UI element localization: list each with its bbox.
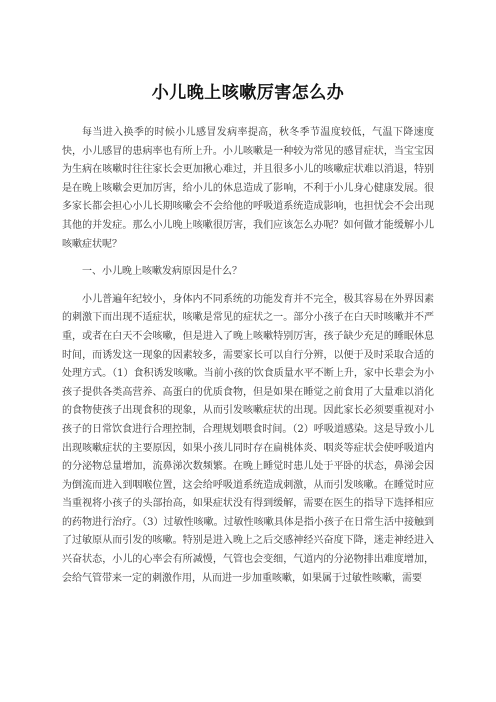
section-heading: 一、小儿晚上咳嗽发病原因是什么？ (82, 266, 242, 278)
page-title: 小儿晚上咳嗽厉害怎么办 (151, 83, 345, 103)
document-body (62, 124, 434, 588)
intro-paragraph: 每当进入换季的时候小儿感冒发病率提高，秋冬季节温度较低，气温下降速度快，小儿感冒的患病率也有所上升。小儿咳嗽是一种较为常见的感冒症状，当宝宝因为生病在咳嗽时往往家长会更加揪心难过，并且很多小儿的咳嗽症状难以消退，特别是在晚上咳嗽会更加厉害，给小儿的休息造成了影响，不利于小儿身心健康发展。很多家长都会担心小儿长期咳嗽会不会给他的呼吸道系统造成影响，也担忧会不会出现其他的并发症。那么小儿晚上咳嗽很厉害，我们应该怎么办呢？如何做才能缓解小儿咳嗽症状呢？ (62, 127, 434, 250)
section-paragraph: 小儿普遍年纪较小，身体内不同系统的功能发育并不完全，极其容易在外界因素的刺激下而出现不适症状，咳嗽是常见的症状之一。部分小孩子在白天时咳嗽并不严重，或者在白天不会咳嗽，但是进入了晚上咳嗽特别厉害，孩子缺少充足的睡眠休息时间，而诱发这一现象的因素较多，需要家长可以自行分辨，以便于及时采取合适的处理方式。（1）食积诱发咳嗽。当前小孩的饮食质量水平不断上升，家中长辈会为小孩子提供各类高营养、高蛋白的优质食物，但是如果在睡觉之前食用了大量难以消化的食物使孩子出现食积的现象，从而引发咳嗽症状的出现。因此家长必须要重视对小孩子的日常饮食进行合理控制，合理规划喂食时间。（2）呼吸道感染。这是导致小儿出现咳嗽症状的主要原因，如果小孩儿同时存在扁桃体炎、咽炎等症状会使呼吸道内的分泌物总量增加，流鼻涕次数频繁。在晚上睡觉时患儿处于平卧的状态，鼻涕会因为倒流而进入到咽喉位置，这会给呼吸道系统造成刺激，从而引发咳嗽。在睡觉时应当重视将小孩子的头部抬高，如果症状没有得到缓解，需要在医生的指导下选择相应的药物进行治疗。（3）过敏性咳嗽。过敏性咳嗽具体是指小孩子在日常生活中接触到了过敏原从而引发的咳嗽。特别是进入晚上之后交感神经兴奋度下降，迷走神经进入兴奋状态，小儿的心率会有所减慢，气管也会变细，气道内的分泌物排出难度增加，会给气管带来一定的刺激作用，从而进一步加重咳嗽，如果属于过敏性咳嗽，需要 (62, 293, 434, 584)
